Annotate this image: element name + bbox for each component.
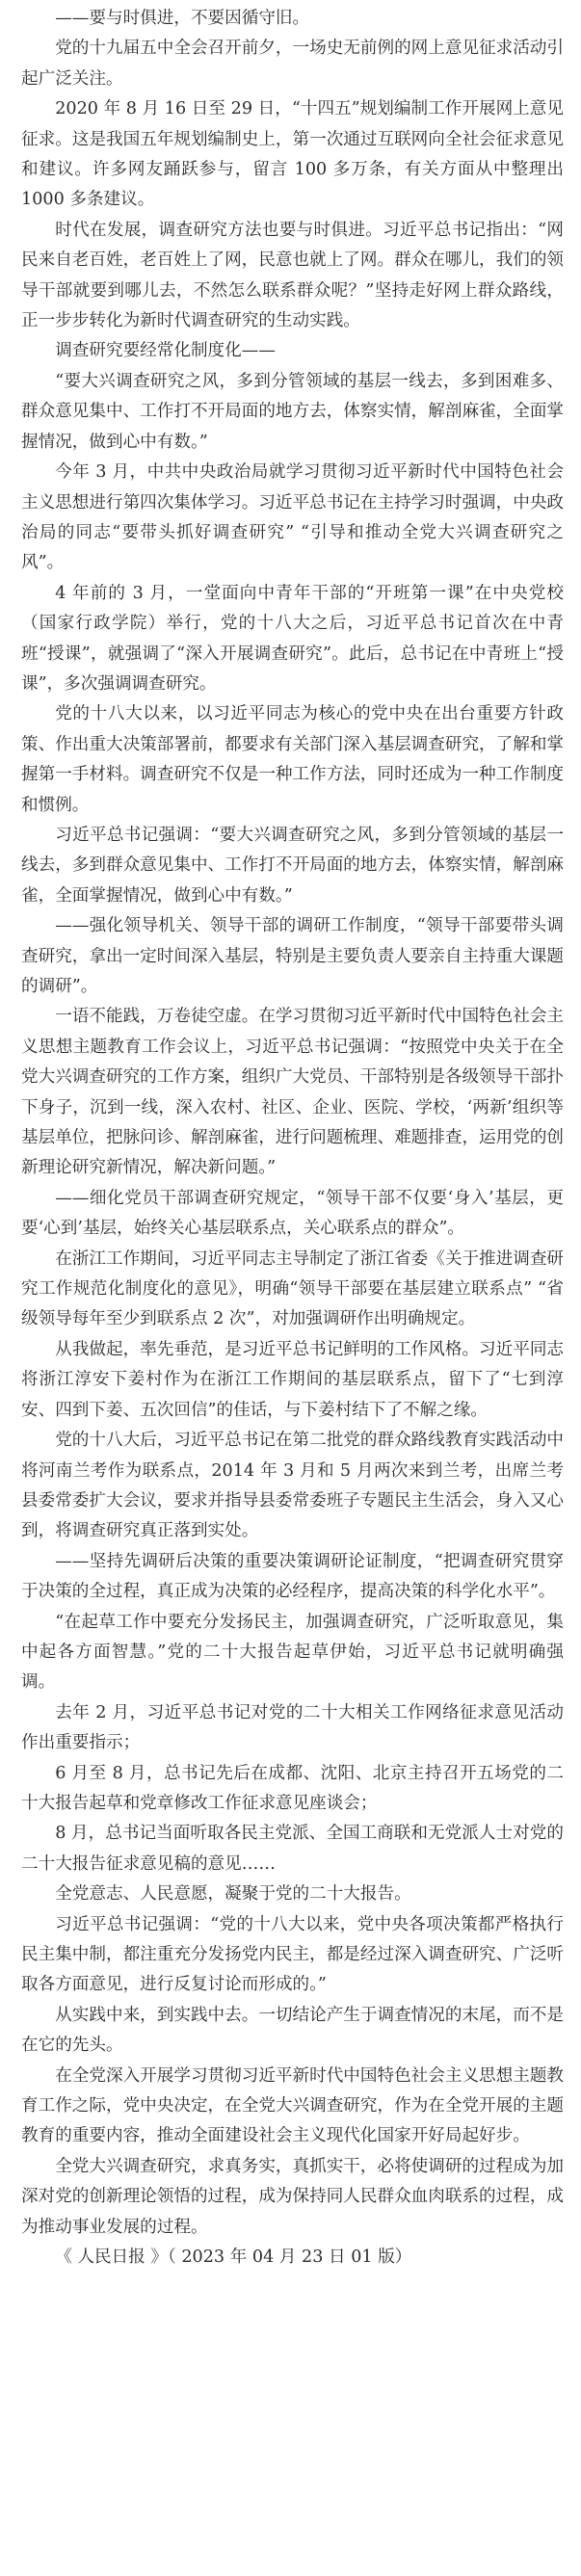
paragraph: 今年 3 月，中共中央政治局就学习贯彻习近平新时代中国特色社会主义思想进行第四次集体学习。习近平总书记在主持学习时强调，中央政治局的同志“要带头抓好调查研究” “引导和推动全党大兴调查研究之风”。 — [21, 462, 565, 573]
section-heading: 调查研究要经常化制度化—— — [55, 341, 276, 361]
paragraph: “在起草工作中要充分发扬民主，加强调查研究，广泛听取意见，集中起各方面智慧。”党的二十大报告起草伊始，习近平总书记就明确强调。 — [21, 1612, 564, 1693]
paragraph: 全党大兴调查研究，求真务实，真抓实干，必将使调研的过程成为加深对党的创新理论领悟的过程，成为保持同人民群众血肉联系的过程，成为推动事业发展的过程。 — [21, 2156, 565, 2237]
paragraph: ——坚持先调研后决策的重要决策调研论证制度，“把调查研究贯穿于决策的全过程，真正成为决策的必经程序，提高决策的科学化水平”。 — [21, 1551, 564, 1602]
paragraph: 从实践中来，到实践中去。一切结论产生于调查情况的末尾，而不是在它的先头。 — [21, 2005, 565, 2056]
paragraph: 从我做起，率先垂范，是习近平总书记鲜明的工作风格。习近平同志将浙江淳安下姜村作为在浙江工作期间的基层联系点，留下了“七到淳安、四到下姜、五次回信”的佳话，与下姜村结下了不解之缘。 — [21, 1339, 565, 1420]
source-citation: 《 人民日报 》（ 2023 年 04 月 23 日 01 版） — [55, 2247, 412, 2268]
paragraph: 在全党深入开展学习贯彻习近平新时代中国特色社会主义思想主题教育工作之际，党中央决定，在全党大兴调查研究，作为在全党开展的主题教育的重要内容，推动全面建设社会主义现代化国家开好局起好步。 — [21, 2065, 565, 2146]
paragraph: 去年 2 月，习近平总书记对党的二十大相关工作网络征求意见活动作出重要指示； — [21, 1702, 564, 1753]
paragraph: 党的十八大以来，以习近平同志为核心的党中央在出台重要方针政策、作出重大决策部署前，都要求有关部门深入基层调查研究，了解和掌握第一手材料。调查研究不仅是一种工作方法，同时还成为一种工作制度和惯例。 — [21, 704, 565, 815]
paragraph: 8 月，总书记当面听取各民主党派、全国工商联和无党派人士对党的二十大报告征求意见稿的意见…… — [21, 1824, 564, 1874]
paragraph: ——要与时俱进，不要因循守旧。 — [55, 9, 310, 28]
paragraph: 2020 年 8 月 16 日至 29 日，“十四五”规划编制工作开展网上意见征求。这是我国五年规划编制史上，第一次通过互联网向全社会征求意见和建议。许多网友踊跃参与，留言 100 多万条，有关方面从中整理出 1000 多条建议。 — [21, 99, 565, 210]
paragraph: 习近平总书记强调：“党的十八大以来，党中央各项决策都严格执行民主集中制，都注重充分发扬党内民主，都是经过深入调查研究、广泛听取各方面意见，进行反复讨论而形成的。” — [21, 1914, 565, 1995]
paragraph: 在浙江工作期间，习近平同志主导制定了浙江省委《关于推进调查研究工作规范化制度化的意见》，明确“领导干部要在基层建立联系点” “省级领导每年至少到联系点 2 次”，对加强调研作出明确规定。 — [21, 1249, 565, 1329]
paragraph: 时代在发展，调查研究方法也要与时俱进。习近平总书记指出：“网民来自老百姓，老百姓上了网，民意也就上了网。群众在哪儿，我们的领导干部就要到哪儿去，不然怎么联系群众呢？”坚持走好网上群众路线，正一步步转化为新时代调查研究的生动实践。 — [21, 220, 565, 331]
paragraph: 党的十九届五中全会召开前夕，一场史无前例的网上意见征求活动引起广泛关注。 — [21, 39, 565, 89]
paragraph: 一语不能践，万卷徒空虚。在学习贯彻习近平新时代中国特色社会主义思想主题教育工作会议上，习近平总书记强调：“按照党中央关于在全党大兴调查研究的工作方案，组织广大党员、干部特别是各级领导干部扑下身子，沉到一线，深入农村、社区、企业、医院、学校，‘两新’组织等基层单位，把脉问诊、解剖麻雀，进行问题梳理、难题排查，运用党的创新理论研究新情况，解决新问题。” — [21, 1007, 565, 1178]
paragraph: ——强化领导机关、领导干部的调研工作制度，“领导干部要带头调查研究，拿出一定时间深入基层，特别是主要负责人要亲自主持重大课题的调研”。 — [21, 916, 565, 996]
paragraph: “要大兴调查研究之风，多到分管领域的基层一线去，多到困难多、群众意见集中、工作打不开局面的地方去，体察实情，解剖麻雀，全面掌握情况，做到心中有数。” — [21, 371, 565, 452]
paragraph: 6 月至 8 月，总书记先后在成都、沈阳、北京主持召开五场党的二十大报告起草和党章修改工作征求意见座谈会； — [21, 1763, 564, 1813]
paragraph: 4 年前的 3 月，一堂面向中青年干部的“开班第一课”在中央党校（国家行政学院）举行，党的十八大之后，习近平总书记首次在中青班“授课”，就强调了“深入开展调查研究”。此后，总书记在中青班上“授课”，多次强调调查研究。 — [21, 583, 564, 694]
paragraph: 全党意志、人民意愿，凝聚于党的二十大报告。 — [55, 1884, 411, 1905]
paragraph: ——细化党员干部调查研究规定，“领导干部不仅要‘身入’基层，更要‘心到’基层，始终关心基层联系点，关心联系点的群众”。 — [21, 1188, 564, 1239]
paragraph: 习近平总书记强调：“要大兴调查研究之风，多到分管领域的基层一线去，多到群众意见集中、工作打不开局面的地方去，体察实情，解剖麻雀，全面掌握情况，做到心中有数。” — [21, 825, 565, 906]
paragraph: 党的十八大后，习近平总书记在第二批党的群众路线教育实践活动中将河南兰考作为联系点，2014 年 3 月和 5 月两次来到兰考，出席兰考县委常委扩大会议，要求并指导县委常委班子专题民主生活会，身入又心到，将调查研究真正落到实处。 — [21, 1431, 565, 1541]
